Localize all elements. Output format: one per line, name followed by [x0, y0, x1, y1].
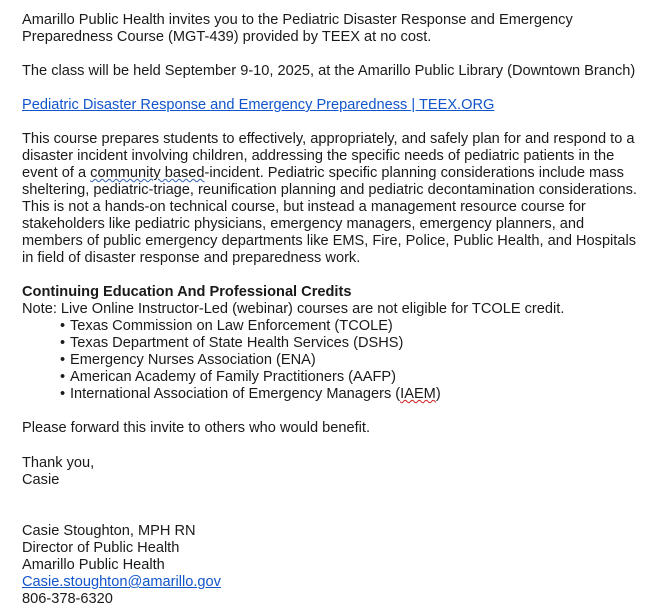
course-link-line [22, 97, 647, 114]
bullet-icon: • [60, 369, 66, 385]
course-description [22, 131, 647, 267]
credits-item-label: American Academy of Family Practitioners (AAFP) [70, 369, 397, 385]
intro-paragraph: Amarillo Public Health invites you to the Pediatric Disaster Response and Emergency Preparedness Course (MGT-439) provided by TEEX at no cost. [22, 12, 573, 45]
signature-phone: 806-378-6320 [22, 591, 113, 607]
spelling-flagged-word[interactable]: IAEM [400, 386, 436, 402]
description-text-end: -incident. Pediatric specific planning considerations include mass sheltering, pediatric-triage, reunification planning and pediatric decontamination considerations. This is not a hands-on technical course, but instead a management resource course for stakeholders like pediatric physicians, emergency managers, emergency planners, and members of public emergency departments like EMS, Fire, Police, Public Health, and Hospitals in field of disaster response and preparedness work. [22, 165, 637, 266]
credits-list-item [60, 318, 647, 335]
bullet-icon: • [60, 318, 66, 334]
credits-list-item [60, 352, 647, 369]
closing-name: Casie [22, 472, 60, 488]
signature-title: Director of Public Health [22, 540, 180, 556]
credits-item-label: Texas Commission on Law Enforcement (TCOLE) [70, 318, 393, 334]
signature-organization: Amarillo Public Health [22, 557, 165, 573]
signature-email-link[interactable]: Casie.stoughton@amarillo.gov [22, 574, 221, 590]
forward-request: Please forward this invite to others who would benefit. [22, 420, 371, 436]
closing-line: Thank you, [22, 455, 95, 471]
credits-list-item [60, 386, 647, 403]
credits-list-item [60, 335, 647, 352]
bullet-icon: • [60, 386, 66, 402]
credits-item-label: Texas Department of State Health Services (DSHS) [70, 335, 404, 351]
description-text-start: This course prepares students to effectively, appropriately, and safely plan for and respond to a disaster incident involving children, addressing the specific needs of pediatric patients in the event of a [22, 131, 635, 181]
credits-note: Note: Live Online Instructor-Led (webinar) courses are not eligible for TCOLE credit. [22, 301, 565, 317]
credits-item-label: Emergency Nurses Association (ENA) [70, 352, 316, 368]
credits-heading: Continuing Education And Professional Credits [22, 284, 352, 300]
bullet-icon: • [60, 335, 66, 351]
credits-list [22, 318, 647, 403]
grammar-flagged-phrase[interactable]: community based [90, 165, 205, 181]
credits-item-label: International Association of Emergency Managers (IAEM) [70, 386, 441, 402]
class-date-line: The class will be held September 9-10, 2025, at the Amarillo Public Library (Downtown Branch) [22, 63, 636, 79]
credits-list-item [60, 369, 647, 386]
email-body [22, 12, 647, 608]
signature-name: Casie Stoughton, MPH RN [22, 523, 196, 539]
signature-email-line [22, 574, 647, 591]
course-link[interactable]: Pediatric Disaster Response and Emergency Preparedness | TEEX.ORG [22, 97, 495, 113]
bullet-icon: • [60, 352, 66, 368]
